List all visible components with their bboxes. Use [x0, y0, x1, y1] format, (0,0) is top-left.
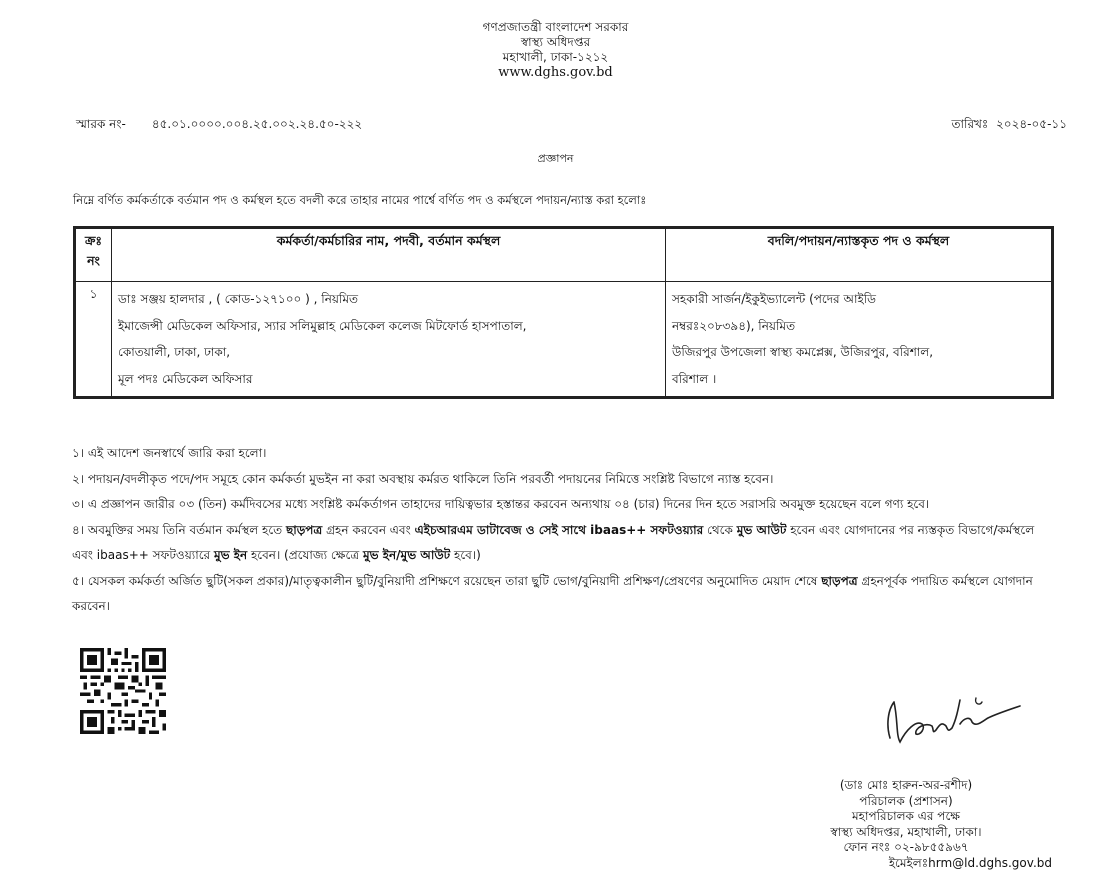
instruction-2: ২। পদায়ন/বদলীকৃত পদে/পদ সমূহে কোন কর্মকর্তা মুভইন না করা অবস্থায় কর্মরত থাকিলে তিনি পরবর্তী পদায়নের নিমিত্তে সংশ্লিষ্ট বিভাগে ন্যাস্ত হবেন।: [72, 471, 774, 486]
instructions-list: [72, 441, 1042, 620]
instruction-4: ৪। অবমুক্তির সময় তিনি বর্তমান কর্মস্থল হতে ছাড়পত্র গ্রহন করবেন এবং এইচআরএম ডাটাবেজ ও সেই সাথে ibaas++ সফটওয়্যার থেকে মুভ আউট হবেন এবং যোগদানের পর ন্যস্তকৃত বিভাগে/কর্মস্থলে এবং ibaas++ সফটওয়্যারে মুভ ইন হবেন। (প্রযোজ্য ক্ষেত্রে মুভ ইন/মুভ আউট হবে।): [72, 522, 1035, 562]
office-address: মহাখালী, ঢাকা-১২১২: [502, 50, 609, 64]
signatory-office: স্বাস্থ্য অধিদপ্তর, মহাখালী, ঢাকা।: [830, 824, 982, 839]
signatory-email[interactable]: ইমেইলঃhrm@ld.dghs.gov.bd: [888, 855, 1052, 870]
table-row: [75, 282, 1053, 398]
government-name: গণপ্রজাতন্ত্রী বাংলাদেশ সরকার: [482, 20, 629, 34]
signatory-block: [776, 778, 1052, 871]
new-division: বরিশাল ।: [672, 371, 717, 386]
officer-name: ডাঃ সঞ্জয় হালদার , ( কোড-১২৭১০০ ) , নিয়মিত: [118, 292, 359, 306]
department-name: স্বাস্থ্য অধিদপ্তর: [520, 35, 591, 49]
memo-value: ৪৫.০১.০০০০.০০৪.২৫.০০২.২৪.৫০-২২২: [151, 117, 363, 131]
new-workplace: উজিরপুর উপজেলা স্বাস্থ্য কমপ্লেক্স, উজিরপুর, বরিশাল,: [672, 345, 934, 359]
issue-date: [952, 116, 1067, 136]
memo-number: [76, 116, 362, 136]
serial-cell: ১: [75, 282, 112, 398]
intro-text: নিম্নে বর্ণিত কর্মকর্তাকে বর্তমান পদ ও কর্মস্থল হতে বদলী করে তাহার নামের পার্শ্বে বর্ণিত পদ ও কর্মস্থলে পদায়ন/ন্যাস্ত করা হলোঃ: [73, 193, 647, 207]
signatory-on-behalf: মহাপরিচালক এর পক্ষে: [852, 809, 960, 823]
officer-designation: ইমাজেন্সী মেডিকেল অফিসার, স্যার সলিমুল্লাহ মেডিকেল কলেজ মিটফোর্ড হাসপাতাল,: [118, 318, 527, 333]
signatory-name: (ডাঃ মোঃ হারুন-অর-রশীদ): [839, 778, 973, 792]
date-label: তারিখঃ: [951, 117, 989, 131]
instruction-3: ৩। এ প্রজ্ঞাপন জারীর ০৩ (তিন) কর্মদিবসের মধ্যে সংশ্লিষ্ট কর্মকর্তাগন তাহাদের দায়িত্বভার হস্তান্তর করবেন অন্যথায় ০৪ (চার) দিনের দিন হতে সরাসরি অবমুক্ত হয়েছেন বলে গণ্য হবে।: [72, 497, 930, 511]
table-header-row: [75, 228, 1053, 282]
memo-label: স্মারক নং-: [76, 117, 126, 131]
website-link[interactable]: www.dghs.gov.bd: [498, 65, 613, 80]
officer-cell: [112, 282, 666, 398]
transfer-cell: [666, 282, 1053, 398]
office-header: [0, 20, 1111, 80]
officer-original-post: মূল পদঃ মেডিকেল অফিসার: [118, 371, 253, 386]
signatory-phone: ফোন নংঃ ০২-৯৮৫৫৯৬৭: [843, 840, 969, 854]
new-post: সহকারী সার্জন/ইকুইভ্যালেন্ট (পদের আইডি: [672, 292, 876, 306]
instruction-5: ৫। যেসকল কর্মকর্তা অর্জিত ছুটি(সকল প্রকার)/মাতৃত্বকালীন ছুটি/বুনিয়াদী প্রশিক্ষণে রয়েছেন তারা ছুটি ভোগ/বুনিয়াদী প্রশিক্ষণ/প্রেষণের অনুমোদিত মেয়াদ শেষে ছাড়পত্র গ্রহনপূর্বক পদায়িত কর্মস্থলে যোগদান করবেন।: [72, 573, 1033, 613]
officer-location: কোতয়ালী, ঢাকা, ঢাকা,: [118, 345, 231, 359]
qr-code: [80, 648, 166, 734]
handwritten-signature: [876, 680, 1026, 750]
instruction-1: ১। এই আদেশ জনস্বার্থে জারি করা হলো।: [72, 446, 267, 460]
document-title: প্রজ্ঞাপন: [537, 152, 574, 165]
officer-header: কর্মকর্তা/কর্মচারির নাম, পদবী, বর্তমান কর্মস্থল: [112, 228, 666, 282]
transfer-header: বদলি/পদায়ন/ন্যাস্তকৃত পদ ও কর্মস্থল: [666, 228, 1053, 282]
transfer-table: [73, 226, 1054, 399]
signatory-designation: পরিচালক (প্রশাসন): [859, 793, 953, 808]
new-post-id: নম্বরঃ২০৮৩৯৪), নিয়মিত: [672, 318, 796, 333]
serial-header: ক্রঃ নং: [75, 228, 112, 282]
date-value: ২০২৪-০৫-১১: [995, 117, 1067, 131]
